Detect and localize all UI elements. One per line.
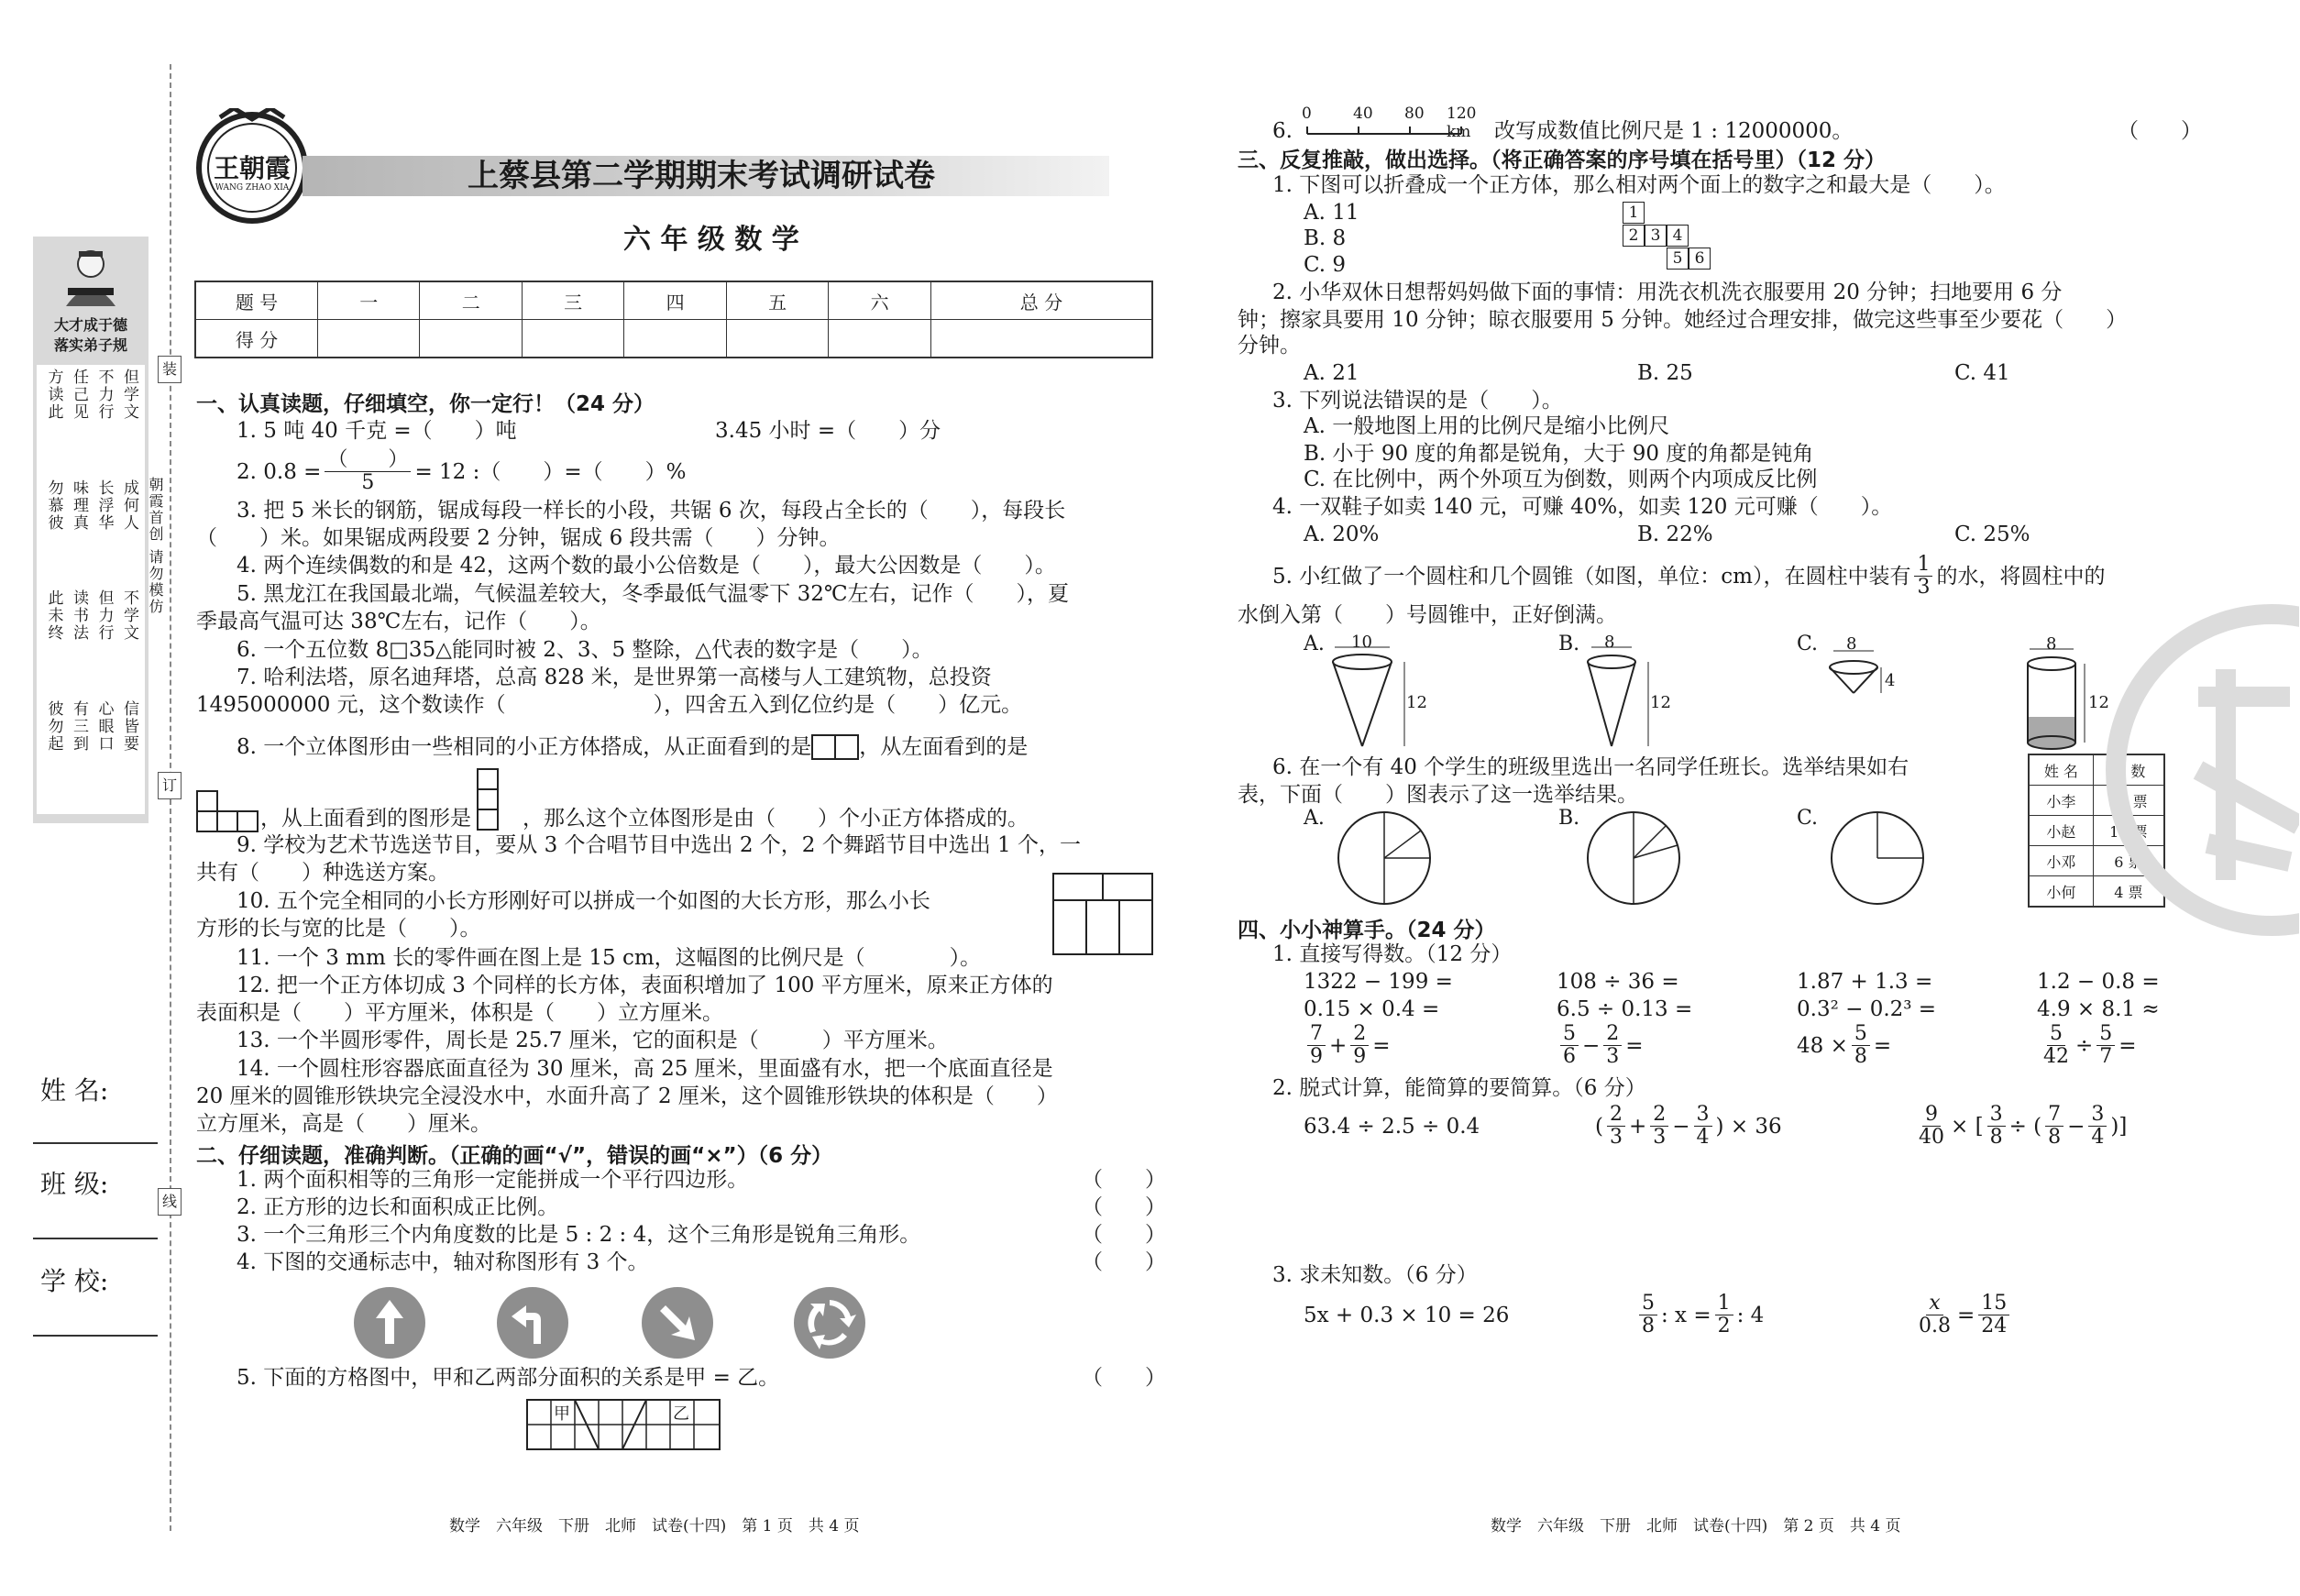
- q8a: 8. 一个立体图形由一些相同的小正方体搭成，从正面看到的是 ，从左面看到的是: [237, 735, 1029, 759]
- school-label: 学 校:: [40, 1266, 109, 1296]
- poem-col: 但学文: [120, 369, 138, 421]
- score-header: 三: [522, 281, 623, 320]
- logo-seal: [193, 108, 312, 227]
- q2a: 2. 0.8 =: [237, 459, 322, 484]
- vote-name: 小李: [2029, 786, 2093, 816]
- logo-sub: WANG ZHAO XIA: [215, 183, 290, 193]
- c2a: 2. 小华双休日想帮妈妈做下面的事情：用洗衣机洗衣服要用 20 分钟；扫地要用 6 分: [1272, 281, 2063, 304]
- fold-mark: 线: [158, 1188, 182, 1216]
- c3-opt-b: B. 小于 90 度的角都是锐角，大于 90 度的角都是钝角: [1304, 442, 1814, 466]
- eq-1: 5x + 0.3 × 10 = 26: [1304, 1304, 1510, 1327]
- traffic-sign-turn-left-icon: [497, 1287, 568, 1359]
- net-cell: 1: [1623, 202, 1645, 224]
- q3a: 3. 把 5 米长的钢筋，锯成每段一样长的小段，共锯 6 次，每段占全长的（ ），每段长: [237, 499, 1066, 523]
- calc-9: $\frac{7}{9}$ + $\frac{2}{9}$ =: [1304, 1023, 1391, 1068]
- c1-opt-c: C. 9: [1304, 253, 1347, 277]
- score-cell[interactable]: [318, 320, 420, 358]
- calc-5: 0.15 × 0.4 =: [1304, 997, 1440, 1021]
- d3-title: 3. 求未知数。（6 分）: [1272, 1263, 1478, 1287]
- calc-2: 108 ÷ 36 =: [1557, 970, 1679, 994]
- c6b: 表，下面（ ）图表示了这一选举结果。: [1238, 783, 1638, 807]
- score-table: [194, 281, 1153, 358]
- poem-col: 方读此: [44, 369, 63, 421]
- traffic-sign-diagonal-arrow-icon: [642, 1287, 713, 1359]
- c5a: 5. 小红做了一个圆柱和几个圆锥（如图，单位：cm），在圆柱中装有 $\frac{1}{3}$ 的水，将圆柱中的: [1272, 553, 2106, 599]
- calc-12: $\frac{5}{42}$ ÷ $\frac{5}{7}$ =: [2043, 1022, 2137, 1068]
- c4: 4. 一双鞋子如卖 140 元，可赚 40%，如卖 120 元可赚（ ）。: [1272, 495, 1893, 519]
- poem-col: 成何人: [120, 479, 138, 532]
- expr-3: $\frac{9}{40}$ × [ $\frac{3}{8}$ ÷ ( $\frac{7}{8}$ − $\frac{3}{4}$ )]: [1919, 1103, 2128, 1149]
- score-header: 二: [420, 281, 522, 320]
- q8b: ，从上面看到的图形是 ，那么这个立体图形是由（ ）个小正方体搭成的。: [196, 768, 1029, 832]
- vote-count: 6 票: [2093, 846, 2164, 876]
- judge-1-answer[interactable]: （ ）: [1082, 1168, 1166, 1192]
- net-cell: 2: [1623, 225, 1645, 247]
- judge-5-answer[interactable]: （ ）: [1082, 1366, 1166, 1390]
- banner-top-text: 大才成于德: [53, 316, 127, 334]
- q7a: 7. 哈利法塔，原名迪拜塔，总高 828 米，是世界第一高楼与人工建筑物，总投资: [237, 666, 992, 689]
- left-view-icon: [196, 790, 260, 832]
- poem-col: 但力行: [94, 589, 114, 642]
- traffic-sign-up-arrow-icon: [354, 1287, 425, 1359]
- section-2-title: 二、仔细读题，准确判断。（正确的画“√”，错误的画“×”）（6 分）: [196, 1144, 833, 1168]
- vote-count: 4 票: [2093, 876, 2164, 908]
- grid-figure: [526, 1399, 721, 1454]
- poem-col: 不学文: [120, 589, 138, 642]
- vote-header: 票 数: [2093, 754, 2164, 786]
- q10a: 10. 五个完全相同的小长方形刚好可以拼成一个如图的大长方形，那么小长: [237, 889, 930, 913]
- name-field[interactable]: [33, 1142, 158, 1144]
- scale-bar: 0 40 80 120 km: [1302, 105, 1477, 141]
- pie-a-figure: A.: [1304, 807, 1432, 908]
- c5-fraction: $\frac{1}{3}$: [1914, 554, 1932, 599]
- q14b: 20 厘米的圆锥形铁块完全浸没水中，水面升高了 2 厘米，这个圆锥形铁块的体积是（ ）: [196, 1084, 1058, 1108]
- judge-4-answer[interactable]: （ ）: [1082, 1250, 1166, 1274]
- score-header: 题 号: [195, 281, 318, 320]
- footer-page-1: 数学 六年级 下册 北师 试卷(十四) 第 1 页 共 4 页: [449, 1517, 860, 1535]
- poem-col: 不力行: [94, 369, 114, 421]
- r-q6-text: 改写成数值比例尺是 1 : 12000000。: [1494, 119, 1854, 143]
- rectangle-puzzle-figure: [1052, 873, 1153, 959]
- c3-opt-a: A. 一般地图上用的比例尺是缩小比例尺: [1304, 414, 1670, 438]
- calc-11: 48 × $\frac{5}{8}$ =: [1797, 1022, 1892, 1068]
- q9b: 共有（ ）种选送方案。: [196, 861, 449, 885]
- poem-col: 此未终: [44, 589, 63, 642]
- page-subtitle: 六 年 级 数 学: [623, 224, 799, 256]
- cube-net-figure: [1623, 202, 1707, 271]
- scholar-figure: [59, 244, 123, 308]
- grid-label-yi: 乙: [673, 1404, 689, 1424]
- net-cell: 3: [1645, 225, 1667, 247]
- poem-block: [37, 365, 145, 814]
- score-cell[interactable]: [624, 320, 726, 358]
- calc-8: 4.9 × 8.1 ≈: [2037, 997, 2160, 1021]
- poem-col: 任己见: [70, 369, 88, 421]
- score-cell[interactable]: [930, 320, 1152, 358]
- c1: 1. 下图可以折叠成一个正方体，那么相对两个面上的数字之和最大是（ ）。: [1272, 173, 2006, 197]
- c5b: 水倒入第（ ）号圆锥中，正好倒满。: [1238, 603, 1617, 627]
- q4: 4. 两个连续偶数的和是 42，这两个数的最小公倍数是（ ），最大公因数是（ ）。: [237, 554, 1056, 578]
- eq-2: $\frac{5}{8}$ : x = $\frac{1}{2}$ : 4: [1635, 1293, 1764, 1337]
- c2-opt-b: B. 25: [1637, 361, 1693, 385]
- school-field[interactable]: [33, 1335, 158, 1337]
- c4-opt-c: C. 25%: [1954, 523, 2030, 546]
- vote-name: 小何: [2029, 876, 2093, 908]
- vote-count: 20 票: [2093, 786, 2164, 816]
- pie-b-figure: B.: [1558, 807, 1687, 908]
- front-view-icon: [811, 734, 859, 760]
- r-q6-answer[interactable]: （ ）: [2118, 119, 2202, 143]
- q5a: 5. 黑龙江在我国最北端，气候温差较大，冬季最低气温零下 32℃左右，记作（ ），夏: [237, 582, 1070, 606]
- q12a: 12. 把一个正方体切成 3 个同样的长方体，表面积增加了 100 平方厘米，原来正方体的: [237, 974, 1053, 997]
- q14c: 立方厘米，高是（ ）厘米。: [196, 1112, 491, 1136]
- poem-col: 心眼口: [94, 699, 114, 753]
- q1b: 3.45 小时 =（ ）分: [715, 419, 941, 443]
- footer-page-2: 数学 六年级 下册 北师 试卷(十四) 第 2 页 共 4 页: [1491, 1517, 1901, 1535]
- q9a: 9. 学校为艺术节选送节目，要从 3 个合唱节目中选出 2 个，2 个舞蹈节目中选出 1 个，一: [237, 833, 1081, 857]
- q14a: 14. 一个圆柱形容器底面直径为 30 厘米，高 25 厘米，里面盛有水，把一个底面直径是: [237, 1057, 1053, 1081]
- poem-col: 勿慕彼: [44, 479, 63, 532]
- c1-opt-a: A. 11: [1304, 201, 1359, 225]
- calc-6: 6.5 ÷ 0.13 =: [1557, 997, 1693, 1021]
- cylinder-figure: 8 12: [2022, 633, 2123, 752]
- section-1-title: 一、认真读题，仔细填空，你一定行！（24 分）: [196, 392, 655, 416]
- score-cell[interactable]: [420, 320, 522, 358]
- judge-3: 3. 一个三角形三个内角度数的比是 5 : 2 : 4，这个三角形是锐角三角形。: [237, 1223, 921, 1247]
- cone-b-figure: B. 8 12: [1558, 633, 1678, 752]
- poem-col: 信皆要: [120, 699, 138, 753]
- c3-opt-c: C. 在比例中，两个外项互为倒数，则两个内项成反比例: [1304, 468, 1818, 491]
- score-header: 六: [829, 281, 930, 320]
- net-cell: 5: [1667, 248, 1689, 270]
- poem-col: 长浮华: [94, 479, 114, 532]
- score-cell[interactable]: [522, 320, 623, 358]
- poem-col: 彼勿起: [44, 699, 63, 753]
- calc-1: 1322 − 199 =: [1304, 970, 1453, 994]
- vote-count: 10 票: [2093, 816, 2164, 846]
- pie-c-figure: C.: [1797, 807, 1925, 908]
- c2-opt-c: C. 41: [1954, 361, 2010, 385]
- c2c: 分钟。: [1238, 334, 1301, 358]
- sidebar-banner: [33, 237, 149, 823]
- q11: 11. 一个 3 mm 长的零件画在图上是 15 cm，这幅图的比例尺是（ ）。: [237, 946, 982, 970]
- q7b: 1495000000 元，这个数读作（ ），四舍五入到亿位约是（ ）亿元。: [196, 693, 1023, 717]
- calc-10: $\frac{5}{6}$ − $\frac{2}{3}$ =: [1557, 1023, 1644, 1068]
- seal-watermark-icon: [2088, 587, 2299, 953]
- judge-2-answer[interactable]: （ ）: [1082, 1195, 1166, 1219]
- section-3-title: 三、反复推敲，做出选择。（将正确答案的序号填在括号里）（12 分）: [1238, 149, 1887, 172]
- q13: 13. 一个半圆形零件，周长是 25.7 厘米，它的面积是（ ）平方厘米。: [237, 1029, 949, 1052]
- banner-bottom-text: 落实弟子规: [53, 336, 127, 354]
- c4-opt-a: A. 20%: [1304, 523, 1380, 546]
- score-header: 一: [318, 281, 420, 320]
- class-field[interactable]: [33, 1238, 158, 1239]
- c3: 3. 下列说法错误的是（ ）。: [1272, 389, 1563, 413]
- net-cell: 4: [1667, 225, 1689, 247]
- vote-header: 姓 名: [2029, 754, 2093, 786]
- c2b: 钟；擦家具要用 10 分钟；晾衣服要用 5 分钟。她经过合理安排，做完这些事至少要花（ ）: [1238, 308, 2128, 332]
- score-header: 四: [624, 281, 726, 320]
- c2-opt-a: A. 21: [1304, 361, 1359, 385]
- traffic-sign-roundabout-icon: [794, 1287, 865, 1359]
- d1-title: 1. 直接写得数。（12 分）: [1272, 942, 1513, 966]
- poem-col: 有三到: [70, 699, 88, 753]
- q10b: 方形的长与宽的比是（ ）。: [196, 917, 481, 941]
- logo-text: 王朝霞: [213, 153, 291, 183]
- poem-col: 读书法: [70, 589, 88, 642]
- judge-3-answer[interactable]: （ ）: [1082, 1223, 1166, 1247]
- score-cell[interactable]: [726, 320, 828, 358]
- score-row-label: 得 分: [195, 320, 318, 358]
- q6: 6. 一个五位数 8□35△能同时被 2、3、5 整除，△代表的数字是（ ）。: [237, 638, 933, 662]
- cone-c-figure: C. 8 4: [1797, 633, 1907, 715]
- q5b: 季最高气温可达 38℃左右，记作（ ）。: [196, 610, 601, 633]
- class-label: 班 级:: [40, 1169, 109, 1199]
- calc-3: 1.87 + 1.3 =: [1797, 970, 1933, 994]
- q3b: （ ）米。如果锯成两段要 2 分钟，锯成 6 段共需（ ）分钟。: [196, 526, 841, 550]
- judge-1: 1. 两个面积相等的三角形一定能拼成一个平行四边形。: [237, 1168, 749, 1192]
- d2-title: 2. 脱式计算，能简算的要简算。（6 分）: [1272, 1076, 1646, 1100]
- expr-2: ( $\frac{2}{3}$ + $\frac{2}{3}$ − $\frac{3}{4}$ ) × 36: [1595, 1103, 1782, 1149]
- cone-a-figure: A. 10 12: [1304, 633, 1423, 752]
- poem-col: 味理真: [70, 479, 88, 532]
- top-view-icon: [477, 768, 517, 832]
- judge-4: 4. 下图的交通标志中，轴对称图形有 3 个。: [237, 1250, 649, 1274]
- r-q6-number: 6.: [1272, 119, 1293, 143]
- c4-opt-b: B. 22%: [1637, 523, 1713, 546]
- score-header: 总 分: [930, 281, 1152, 320]
- calc-7: 0.3² − 0.2³ =: [1797, 997, 1937, 1021]
- q2: [237, 449, 686, 494]
- grid-label-jia: 甲: [554, 1404, 570, 1424]
- q2b: = 12 :（ ）=（ ）%: [414, 459, 687, 484]
- eq-3: $\frac{x}{0.8}$ = $\frac{15}{24}$: [1912, 1293, 2013, 1337]
- q1a: 1. 5 吨 40 千克 =（ ）吨: [237, 419, 517, 443]
- vote-name: 小赵: [2029, 816, 2093, 846]
- page-title: 上蔡县第二学期期末考试调研试卷: [468, 158, 935, 194]
- score-cell[interactable]: [829, 320, 930, 358]
- fold-mark: 装: [158, 356, 182, 383]
- c6a: 6. 在一个有 40 个学生的班级里选出一名同学任班长。选举结果如右: [1272, 755, 1909, 779]
- expr-1: 63.4 ÷ 2.5 ÷ 0.4: [1304, 1115, 1480, 1139]
- judge-5: 5. 下面的方格图中，甲和乙两部分面积的关系是甲 = 乙。: [237, 1366, 780, 1390]
- c1-opt-b: B. 8: [1304, 226, 1347, 250]
- q12b: 表面积是（ ）平方厘米，体积是（ ）立方厘米。: [196, 1001, 723, 1025]
- net-cell: 6: [1689, 248, 1711, 270]
- fold-mark: 订: [158, 772, 182, 799]
- vote-name: 小邓: [2029, 846, 2093, 876]
- judge-2: 2. 正方形的边长和面积成正比例。: [237, 1195, 559, 1219]
- fold-note: 朝霞首创 请勿模仿: [147, 477, 164, 616]
- calc-4: 1.2 − 0.8 =: [2037, 970, 2160, 994]
- q2-fraction: $\frac{( )}{5}$: [325, 449, 411, 494]
- name-label: 姓 名:: [40, 1075, 109, 1106]
- section-4-title: 四、小小神算手。（24 分）: [1238, 919, 1496, 942]
- score-header: 五: [726, 281, 828, 320]
